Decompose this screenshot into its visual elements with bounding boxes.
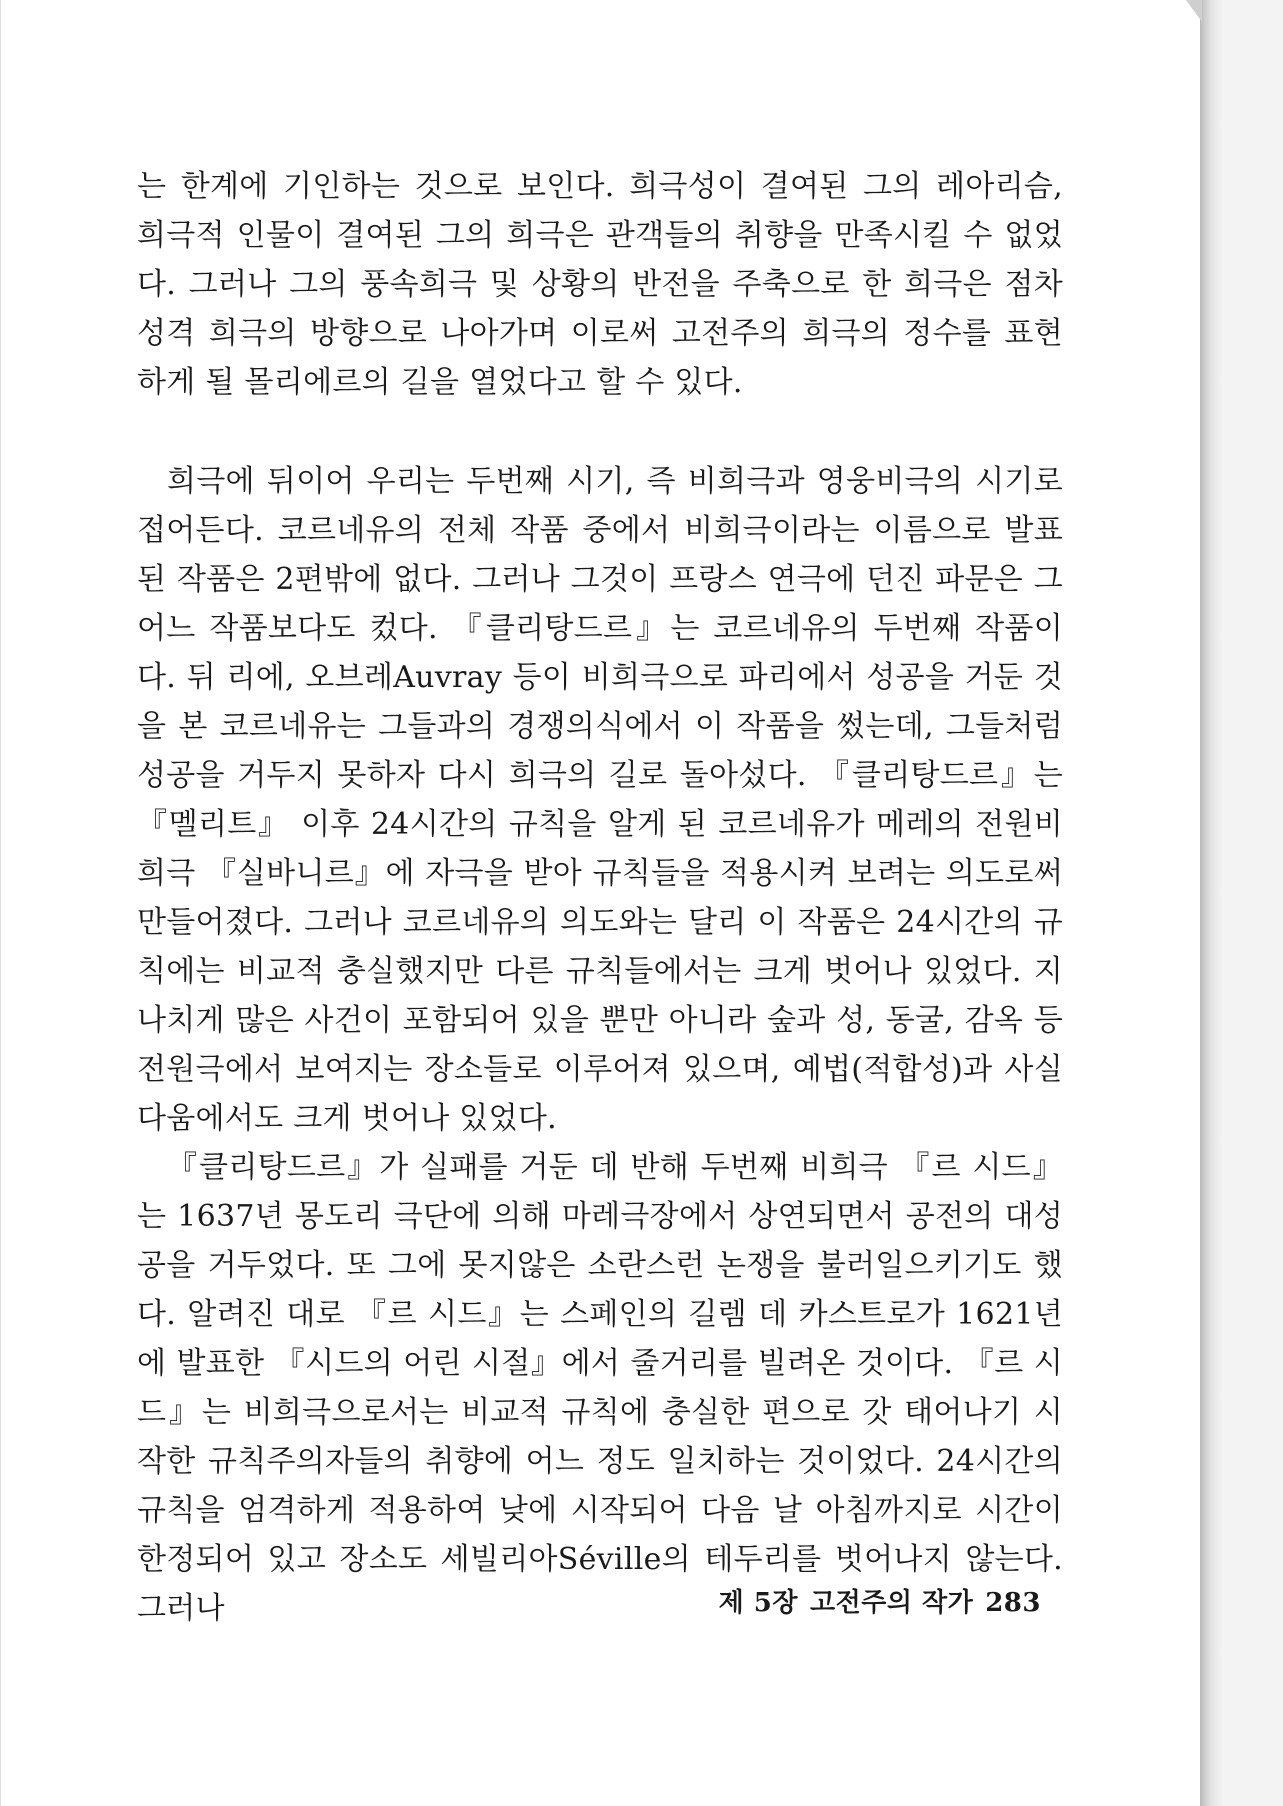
- body-text: [137, 162, 1063, 1633]
- page-corner-fold: [1186, 0, 1202, 22]
- chapter-title: 고전주의 작가: [809, 1588, 974, 1618]
- chapter-label: 제 5장: [718, 1588, 798, 1618]
- page-number: 283: [985, 1588, 1041, 1618]
- paragraph-1: 는 한계에 기인하는 것으로 보인다. 희극성이 결여된 그의 레아리슴, 희극적 인물이 결여된 그의 희극은 관객들의 취향을 만족시킬 수 없었다. 그러나 그의 풍속희극 및 상황의 반전을 주축으로 한 희극은 점차 성격 희극의 방향으로 나아가며 이로써 고전주의 희극의 정수를 표현하게 될 몰리에르의 길을 열었다고 할 수 있다.: [137, 169, 1063, 400]
- page-footer: [701, 1582, 1041, 1619]
- paragraph-3: 『클리탕드르』가 실패를 거둔 데 반해 두번째 비희극 『르 시드』는 1637년 몽도리 극단에 의해 마레극장에서 상연되면서 공전의 대성공을 거두었다. 또 그에 못지않은 소란스런 논쟁을 불러일으키기도 했다. 알려진 대로 『르 시드』는 스페인의 길렘 데 카스트로가 1621년에 발표한 『시드의 어린 시절』에서 줄거리를 빌려온 것이다. 『르 시드』는 비희극으로서는 비교적 규칙에 충실한 편으로 갓 태어나기 시작한 규칙주의자들의 취향에 어느 정도 일치하는 것이었다. 24시간의 규칙을 엄격하게 적용하여 낮에 시작되어 다음 날 아침까지로 시간이 한정되어 있고 장소도 세빌리아Séville의 테두리를 벗어나지 않는다. 그러나: [137, 1150, 1063, 1626]
- page-edge: [1200, 0, 1222, 1806]
- paragraph-2: 희극에 뒤이어 우리는 두번째 시기, 즉 비희극과 영웅비극의 시기로 접어든다. 코르네유의 전체 작품 중에서 비희극이라는 이름으로 발표된 작품은 2편밖에 없다. 그러나 그것이 프랑스 연극에 던진 파문은 그 어느 작품보다도 컸다. 『클리탕드르』는 코르네유의 두번째 작품이다. 뒤 리에, 오브레Auvray 등이 비희극으로 파리에서 성공을 거둔 것을 본 코르네유는 그들과의 경쟁의식에서 이 작품을 썼는데, 그들처럼 성공을 거두지 못하자 다시 희극의 길로 돌아섰다. 『클리탕드르』는 『멜리트』 이후 24시간의 규칙을 알게 된 코르네유가 메레의 전원비희극 『실바니르』에 자극을 받아 규칙들을 적용시켜 보려는 의도로써 만들어졌다. 그러나 코르네유의 의도와는 달리 이 작품은 24시간의 규칙에는 비교적 충실했지만 다른 규칙들에서는 크게 벗어나 있었다. 지나치게 많은 사건이 포함되어 있을 뿐만 아니라 숲과 성, 동굴, 감옥 등 전원극에서 보여지는 장소들로 이루어져 있으며, 예법(적합성)과 사실다움에서도 크게 벗어나 있었다.: [137, 464, 1063, 1136]
